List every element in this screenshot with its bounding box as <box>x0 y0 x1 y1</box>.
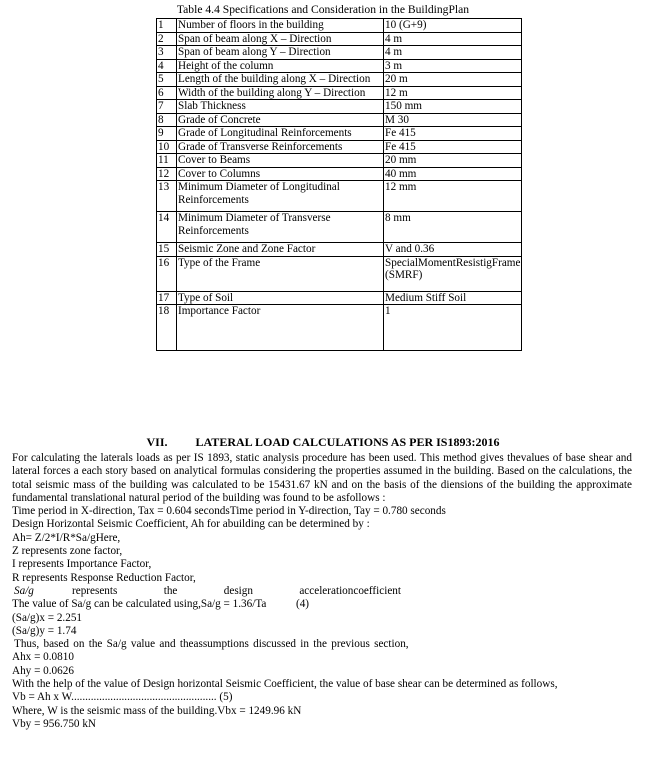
row-number: 17 <box>157 291 177 305</box>
thus-line: Thus, based on the Sa/g value and theassumptions discussed in the previous section, <box>14 638 409 651</box>
sag-calc: The value of Sa/g can be calculated using,Sa/g = 1.36/Ta <box>12 598 267 611</box>
value-cell: 8 mm <box>384 212 522 243</box>
parameter-cell: Height of the column <box>177 59 384 73</box>
row-number: 16 <box>157 256 177 291</box>
row-number: 13 <box>157 181 177 212</box>
parameter-cell: Number of floors in the building <box>177 19 384 33</box>
table-row <box>157 32 522 46</box>
value-cell: 1 <box>384 305 522 351</box>
ahx-line: Ahx = 0.0810 <box>12 651 74 664</box>
sag-definition-line <box>12 585 632 598</box>
row-number: 1 <box>157 19 177 33</box>
table-row <box>157 100 522 114</box>
table-row <box>157 212 522 243</box>
sag-definition: represents the design accelerationcoefficient <box>72 584 401 597</box>
value-cell: 4 m <box>384 46 522 60</box>
value-cell: 3 m <box>384 59 522 73</box>
row-number: 14 <box>157 212 177 243</box>
section-heading <box>0 435 646 449</box>
table-row <box>157 256 522 291</box>
parameter-cell: Cover to Columns <box>177 167 384 181</box>
parameter-cell: Span of beam along Y – Direction <box>177 46 384 60</box>
equation-number-4: (4) <box>295 598 310 611</box>
value-cell: M 30 <box>384 113 522 127</box>
parameter-cell: Grade of Transverse Reinforcements <box>177 140 384 154</box>
base-shear-intro: With the help of the value of Design horizontal Seismic Coefficient, the value of base shear can be determined as follows, <box>12 678 558 691</box>
parameter-cell: Seismic Zone and Zone Factor <box>177 243 384 257</box>
table-row <box>157 181 522 212</box>
value-cell: SpecialMomentResistigFrame (SMRF) <box>384 256 522 291</box>
row-number: 10 <box>157 140 177 154</box>
table-row <box>157 167 522 181</box>
row-number: 12 <box>157 167 177 181</box>
row-number: 6 <box>157 86 177 100</box>
table-row <box>157 59 522 73</box>
table-row <box>157 127 522 141</box>
section-title: LATERAL LOAD CALCULATIONS AS PER IS1893:2016 <box>195 435 500 449</box>
row-number: 5 <box>157 73 177 87</box>
sagy-line: (Sa/g)y = 1.74 <box>12 624 77 637</box>
ahy-line: Ahy = 0.0626 <box>12 664 74 677</box>
value-cell: Medium Stiff Soil <box>384 291 522 305</box>
parameter-cell: Minimum Diameter of Transverse Reinforcements <box>177 212 384 243</box>
parameter-cell: Width of the building along Y – Direction <box>177 86 384 100</box>
value-cell: 12 mm <box>384 181 522 212</box>
value-cell: 10 (G+9) <box>384 19 522 33</box>
value-cell: 12 m <box>384 86 522 100</box>
parameter-cell: Importance Factor <box>177 305 384 351</box>
i-definition: I represents Importance Factor, <box>12 558 152 571</box>
row-number: 2 <box>157 32 177 46</box>
table-row <box>157 19 522 33</box>
time-period-line: Time period in X-direction, Tax = 0.604 secondsTime period in Y-direction, Tay = 0.780 seconds <box>12 505 446 518</box>
where-line: Where, W is the seismic mass of the building.Vbx = 1249.96 kN <box>12 704 302 717</box>
value-cell: V and 0.36 <box>384 243 522 257</box>
vb-formula-line: Vb = Ah x W.................................................... (5) <box>12 691 233 704</box>
table-row <box>157 46 522 60</box>
table-row <box>157 154 522 168</box>
parameter-cell: Type of the Frame <box>177 256 384 291</box>
table-row <box>157 73 522 87</box>
value-cell: 20 mm <box>384 154 522 168</box>
parameter-cell: Type of Soil <box>177 291 384 305</box>
parameter-cell: Span of beam along X – Direction <box>177 32 384 46</box>
table-row <box>157 305 522 351</box>
row-number: 9 <box>157 127 177 141</box>
r-definition: R represents Response Reduction Factor, <box>12 571 196 584</box>
parameter-cell: Cover to Beams <box>177 154 384 168</box>
vby-line: Vby = 956.750 kN <box>12 717 96 730</box>
table-caption: Table 4.4 Specifications and Consideration in the BuildingPlan <box>176 3 470 16</box>
sag-calc-line <box>12 598 632 611</box>
body-text <box>12 452 632 731</box>
intro-paragraph: For calculating the laterals loads as per IS 1893, static analysis procedure has been used. This method gives thevalues of base shear and lateral forces a each story based on analytical formulas considering the properties assumed in the building. Based on the calculations, the total seismic mass of the building was calculated to be 15431.67 kN and on the basis of the diensions of the building the approximate fundamental translational natural period of the building was found to be asfollows : <box>12 452 632 504</box>
row-number: 11 <box>157 154 177 168</box>
table-row <box>157 140 522 154</box>
value-cell: 150 mm <box>384 100 522 114</box>
row-number: 7 <box>157 100 177 114</box>
ah-intro-line: Design Horizontal Seismic Coefficient, Ah for abuilding can be determined by : <box>12 518 370 531</box>
table-row <box>157 243 522 257</box>
row-number: 8 <box>157 113 177 127</box>
z-definition: Z represents zone factor, <box>12 545 123 558</box>
row-number: 3 <box>157 46 177 60</box>
parameter-cell: Minimum Diameter of Longitudinal Reinforcements <box>177 181 384 212</box>
table-row <box>157 291 522 305</box>
parameter-cell: Length of the building along X – Direction <box>177 73 384 87</box>
row-number: 15 <box>157 243 177 257</box>
value-cell: 4 m <box>384 32 522 46</box>
parameter-cell: Slab Thickness <box>177 100 384 114</box>
section-number: VII. <box>146 435 168 449</box>
table-row <box>157 113 522 127</box>
value-cell: 20 m <box>384 73 522 87</box>
value-cell: 40 mm <box>384 167 522 181</box>
sag-symbol: Sa/g <box>14 584 34 597</box>
ah-formula-line: Ah= Z/2*I/R*Sa/gHere, <box>12 531 121 544</box>
sagx-line: (Sa/g)x = 2.251 <box>12 611 83 624</box>
value-cell: Fe 415 <box>384 140 522 154</box>
parameter-cell: Grade of Longitudinal Reinforcements <box>177 127 384 141</box>
table-row <box>157 86 522 100</box>
row-number: 4 <box>157 59 177 73</box>
row-number: 18 <box>157 305 177 351</box>
parameter-cell: Grade of Concrete <box>177 113 384 127</box>
value-cell: Fe 415 <box>384 127 522 141</box>
specifications-table <box>156 18 522 351</box>
